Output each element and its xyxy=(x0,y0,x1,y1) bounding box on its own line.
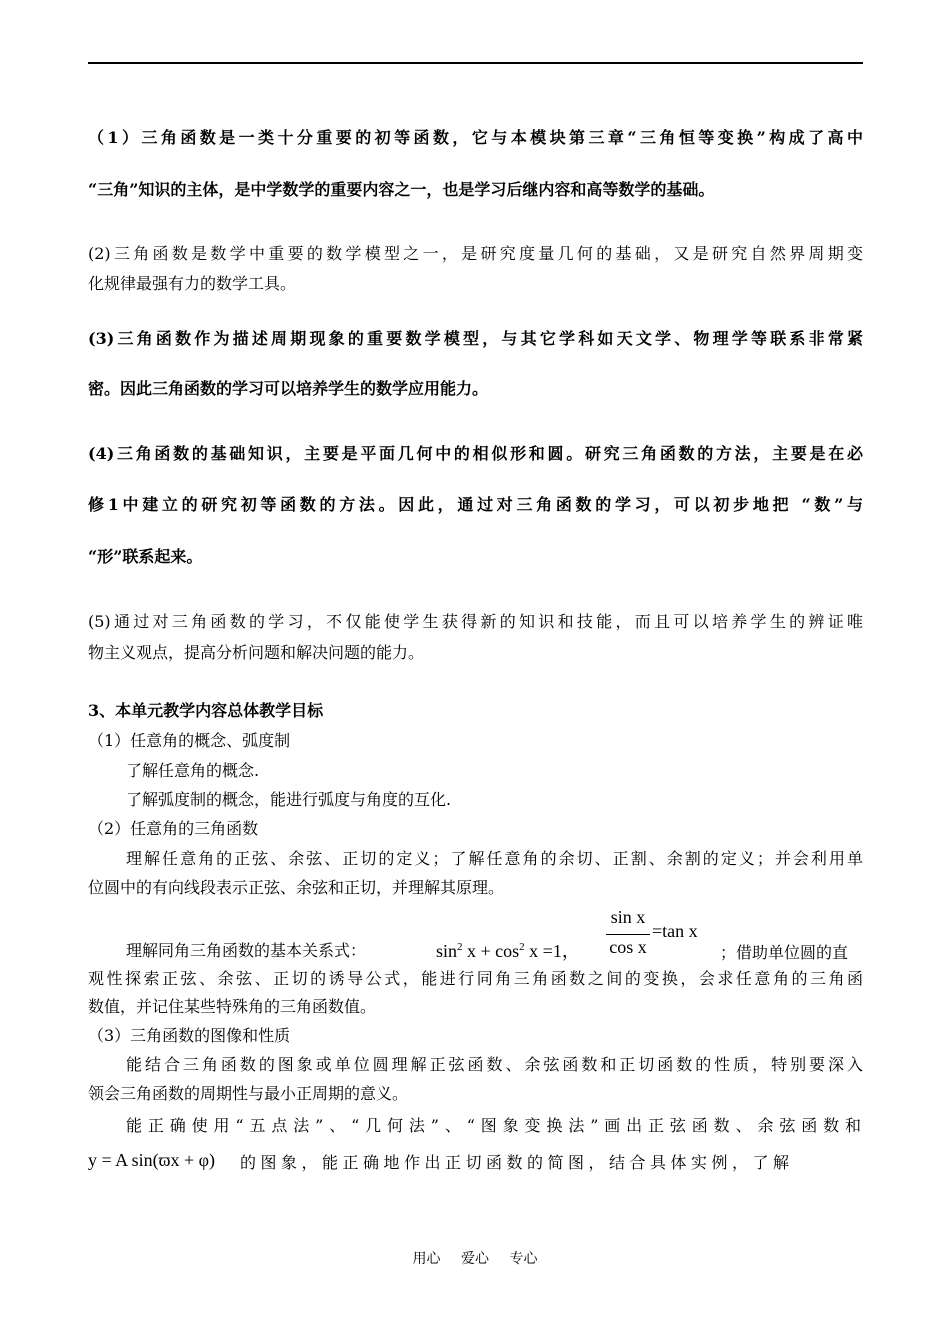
formula-separator: ， xyxy=(561,941,580,961)
footer-item-3: 专心 xyxy=(509,1251,538,1267)
subsection-1-title: （1）任意角的概念、弧度制 xyxy=(88,731,291,750)
sinusoid-formula: y = A sin(ϖx + φ) xyxy=(88,1150,216,1170)
fraction-bar xyxy=(606,934,650,935)
subsection-3-text-1-line-1: 能结合三角函数的图象或单位圆理解正弦函数、余弦函数和正切函数的性质，特别要深入 xyxy=(126,1055,863,1074)
formula-cos: x + cos xyxy=(462,941,520,961)
paragraph-4-line-2: 修1中建立的研究初等函数的方法。因此，通过对三角函数的学习，可以初步地把 “数”与 xyxy=(88,495,863,514)
fraction-rhs: =tan x xyxy=(652,921,698,941)
paragraph-3-line-1: (3)三角函数作为描述周期现象的重要数学模型，与其它学科如天文学、物理学等联系非常紧 xyxy=(88,329,863,348)
footer-item-1: 用心 xyxy=(412,1251,441,1267)
subsection-3-text-2-line-1: 能正确使用“五点法”、“几何法”、“图象变换法”画出正弦函数、余弦函数和 xyxy=(126,1116,863,1135)
subsection-2-text-1-line-2: 位圆中的有向线段表示正弦、余弦和正切，并理解其原理。 xyxy=(88,878,505,897)
subsection-2-text-2-line-2: 观性探索正弦、余弦、正切的诱导公式，能进行同角三角函数之间的变换，会求任意角的三角函 xyxy=(88,969,863,988)
identity-text-suffix: ；借助单位圆的直 xyxy=(720,943,849,962)
fraction-denominator: cos x xyxy=(609,937,647,957)
paragraph-1-line-2: “三角”知识的主体，是中学数学的重要内容之一，也是学习后继内容和高等数学的基础。 xyxy=(88,180,715,199)
page-footer xyxy=(0,1248,950,1268)
paragraph-1-line-1: （1）三角函数是一类十分重要的初等函数，它与本模块第三章“三角恒等变换”构成了高中 xyxy=(88,128,863,147)
paragraph-3-line-2: 密。因此三角函数的学习可以培养学生的数学应用能力。 xyxy=(88,379,489,398)
footer-item-2: 爱心 xyxy=(461,1251,489,1267)
paragraph-4-line-1: (4)三角函数的基础知识，主要是平面几何中的相似形和圆。研究三角函数的方法，主要是在必 xyxy=(88,444,863,463)
quotient-identity-formula xyxy=(606,907,716,963)
subsection-1-item-2: 了解弧度制的概念，能进行弧度与角度的互化. xyxy=(126,790,452,809)
subsection-2-title: （2）任意角的三角函数 xyxy=(88,819,259,838)
paragraph-5-line-2: 物主义观点，提高分析问题和解决问题的能力。 xyxy=(88,643,425,662)
subsection-3-title: （3）三角函数的图像和性质 xyxy=(88,1026,291,1045)
paragraph-4-line-3: “形”联系起来。 xyxy=(88,547,203,566)
subsection-2-text-2-line-3: 数值，并记住某些特殊角的三角函数值。 xyxy=(88,997,377,1016)
section-3-heading: 3、本单元教学内容总体教学目标 xyxy=(88,701,324,720)
subsection-3-text-1-line-2: 领会三角函数的周期性与最小正周期的意义。 xyxy=(88,1084,409,1103)
subsection-2-text-1-line-1: 理解任意角的正弦、余弦、正切的定义；了解任意角的余切、正割、余割的定义；并会利用单 xyxy=(126,849,863,868)
identity-intro-text: 理解同角三角函数的基本关系式： xyxy=(126,941,367,960)
subsection-1-item-1: 了解任意角的概念. xyxy=(126,761,260,780)
pythagorean-identity-formula xyxy=(436,936,580,962)
formula-sin: sin xyxy=(436,941,458,961)
formula-exponent-2: 2 xyxy=(519,941,525,953)
paragraph-2-line-1: (2)三角函数是数学中重要的数学模型之一，是研究度量几何的基础，又是研究自然界周期变 xyxy=(88,244,863,263)
paragraph-5-line-1: (5)通过对三角函数的学习，不仅能使学生获得新的知识和技能，而且可以培养学生的辨证唯 xyxy=(88,612,863,631)
formula-exponent-1: 2 xyxy=(457,941,463,953)
subsection-3-text-2-line-2: 的图象，能正确地作出正切函数的简图，结合具体实例，了解 xyxy=(240,1153,794,1172)
formula-equals-one: x =1 xyxy=(524,941,562,961)
paragraph-2-line-2: 化规律最强有力的数学工具。 xyxy=(88,274,297,293)
fraction-numerator: sin x xyxy=(610,907,646,927)
header-rule xyxy=(88,62,863,64)
